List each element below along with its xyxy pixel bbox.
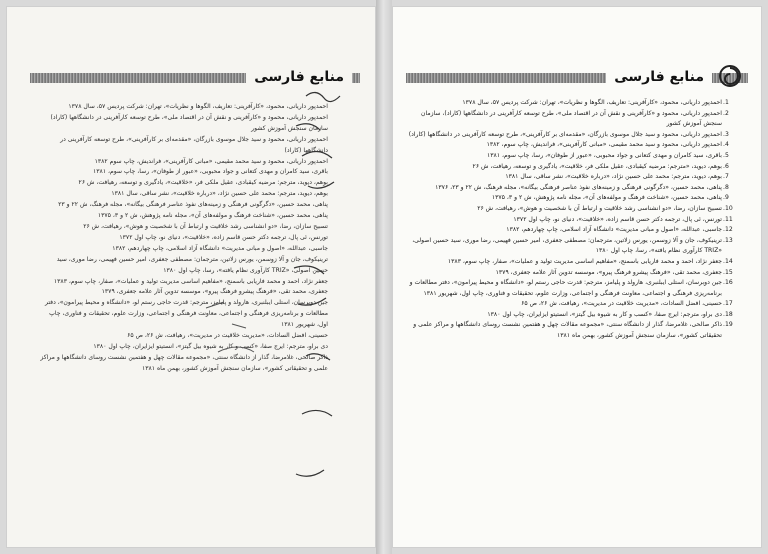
reference-text: دانشگاهها (کاراد)	[284, 146, 328, 154]
reference-item	[408, 162, 734, 173]
reference-item	[16, 298, 340, 309]
reference-text: احمدپور داریانی، محمود و «کارآفرینی و نقش آن در اقتصاد ملی»، طرح توسعه کارآفرینی در دانشگاهها (کاراد)	[50, 113, 328, 121]
reference-item	[408, 193, 734, 204]
reference-number: 6.	[723, 162, 729, 170]
reference-item	[408, 299, 734, 310]
reference-text: بوهم، دیوید، مترجم: محمد علی حسین نژاد، «درباره خلاقیت»، نشر ساقی، سال ۱۳۸۱	[111, 190, 328, 198]
reference-text: تسبیح سازان، رضا، «دو انشناسی رشد خلاقیت و ارتباط آن با شخصیت و هوش»، رهیافت، ش ۲۶	[83, 222, 328, 230]
reference-number: 5.	[723, 151, 729, 159]
reference-text: اول، شهریور ۱۳۸۱	[280, 321, 328, 329]
reference-text: حسینی، افضل السادات، «مدیریت خلاقیت در مدیریت»، رهیافت، ش ۲۶، ص ۶۵	[521, 300, 722, 308]
reference-text: جعفر نژاد، احمد و محمد فاریابی باسمنج، «مفاهیم اساسی مدیریت تولید و عملیات»، صفار، چاپ سوم، ۱۳۸۳	[447, 257, 722, 265]
reference-item	[16, 157, 340, 168]
reference-number: 8.	[723, 183, 729, 191]
reference-item	[408, 140, 734, 151]
left-page-header	[30, 62, 360, 92]
reference-item	[16, 353, 340, 364]
reference-number: 2.	[723, 109, 729, 117]
reference-text: باقری، سید کامران و مهدی کتعانی و جواد محبوبی، «عبور از طوفان»، رسا، چاپ سوم، ۱۳۸۱	[93, 168, 328, 176]
reference-item	[16, 266, 340, 277]
reference-number: 9.	[723, 194, 729, 202]
reference-text: پناهی، محمد حسین، «شناخت فرهنگ و مولفه‌های آن»، مجله نامه پژوهش، ش ۲ و ۳، ۱۳۷۵	[491, 194, 722, 202]
left-page	[6, 6, 376, 548]
reference-number: 4.	[723, 141, 729, 149]
reference-item	[16, 124, 340, 135]
reference-number: 10.	[723, 204, 733, 212]
reference-text: احمدپور داریانی، محمود، «کارآفرینی: تعاریف، الگوها و نظریات»، تهران: شرکت پردیس ۵۷، سال ۱۳۷۸	[462, 99, 722, 106]
reference-item	[16, 320, 340, 331]
reference-text: ترینیکوف، جان و آلا زوسمن، یورس زلاتین، مترجمان: مصطفی جعفری، امیر حسین فهیمی، رضا موری، سید	[56, 255, 328, 263]
reference-text: بوهم، دیوید، مترجم: محمد علی حسین نژاد، «درباره خلاقیت»، نشر ساقی، سال ۱۳۸۱	[505, 173, 722, 181]
reference-item	[16, 167, 340, 178]
reference-text: احمدپور داریانی، محمود و سید جلال موسوی بازرگان، «مقدمه‌ای بر کارآفرینی»، طرح توسعه کارآفرینی در	[60, 135, 328, 143]
reference-item	[16, 222, 340, 233]
reference-text: علمی و تحقیقاتی کشور»، سازمان سنجش آموزش کشور، بهمن ماه ۱۳۸۱	[141, 364, 328, 372]
reference-item	[16, 277, 340, 288]
reference-item	[16, 135, 340, 146]
reference-text: دی براو، مترجم: ایرج صفا، «کسب و کار به شیوه بیل گیتز»، انستیتو ایزایران، چاپ اول ۱۳۸۰	[93, 342, 328, 350]
reference-item	[408, 98, 734, 109]
reference-item	[408, 204, 734, 215]
reference-item	[16, 200, 340, 211]
reference-text: باقری، سید کامران و مهدی کتعانی و جواد محبوبی، «عبور از طوفان»، رسا، چاپ سوم، ۱۳۸۱	[487, 151, 722, 159]
reference-item	[16, 255, 340, 266]
reference-text: حسینی، افضل السادات، «مدیریت خلاقیت در مدیریت»، رهیافت، ش ۲۶، ص ۶۵	[127, 332, 328, 340]
reference-item	[408, 236, 734, 257]
reference-text: جاسبی، عبدالله، «اصول و مبانی مدیریت» دانشگاه آزاد اسلامی، چاپ چهاردهم، ۱۳۸۲	[112, 244, 328, 252]
reference-item	[408, 183, 734, 194]
reference-number: 14.	[723, 257, 733, 265]
reference-text: احمدپور داریانی، محمود و «کارآفرینی و نقش آن در اقتصاد ملی»، طرح توسعه کارآفرینی در دانشگاهها (کاراد)، سازمان سنجش آموزش کشور	[421, 109, 722, 128]
reference-text: تورنس، ئی پال، ترجمه دکتر حسن قاسم زاده، «خلاقیت»، دنیای نو، چاپ اول ۱۳۷۲	[119, 233, 328, 241]
reference-item	[408, 225, 734, 236]
reference-text: ذاکر صالحی، غلامرضا، گذار از دانشگاه سنتی، «مجموعه مقالات چهل و هفتمین نشست روسای دانشگاهها و مراکز علمی و تحقیقاتی کشور»، سازمان سنجش آموزش کشور، بهمن ماه ۱۳۸۱	[413, 321, 722, 340]
reference-number: 1.	[723, 99, 729, 106]
reference-item	[16, 331, 340, 342]
reference-text: احمدپور داریانی، محمود و سید محمد مقیمی، «مبانی کارآفرینی»، فراندیش، چاپ سوم ۱۳۸۲	[94, 157, 328, 165]
right-page-heading: منابع فارسی	[606, 64, 712, 90]
reference-item	[16, 211, 340, 222]
reference-text: بوهم، دیوید، «مترجم: مرضیه کیقبادی، عقیل ملکی فر، خلاقیت»، یادگیری و توسعه، رهیافت، ش ۲۶	[472, 162, 722, 170]
reference-number: 12.	[723, 226, 733, 234]
reference-text: جاسبی، عبدالله، «اصول و مبانی مدیریت» دانشگاه آزاد اسلامی، چاپ چهاردهم، ۱۳۸۲	[506, 226, 722, 234]
reference-number: 11.	[723, 215, 733, 223]
reference-item	[408, 215, 734, 226]
book-gutter	[376, 0, 392, 554]
reference-text: جین دوبرسان، استلی ایبلنبری، هارولد و پلیامز، مترجم: قدرت حاجی رستم لو، «دانشگاه و محیط پیرامون»، دفتر مطالعات و برنامه‌ریزی فرهنگی و اجتماعی، معاونت فرهنگی و اجتماعی، وزارت علوم، تحقیقات و فناوری، چاپ اول، شهریور ۱۳۸۱	[409, 279, 722, 297]
reference-item	[16, 178, 340, 189]
reference-text: حسین اصولی، «TRIZ کارآوری نظام یافته»، رسا، چاپ اول ۱۳۸۰	[163, 266, 328, 274]
reference-text: مطالعات و برنامه‌ریزی فرهنگی و اجتماعی، معاونت فرهنگی و اجتماعی، وزارت علوم، تحقیقات و فناوری، چاپ	[49, 310, 328, 318]
reference-item	[408, 268, 734, 279]
reference-item	[408, 310, 734, 321]
reference-item	[16, 287, 340, 298]
reference-item	[408, 257, 734, 268]
reference-number: 15.	[723, 268, 733, 276]
reference-item	[408, 320, 734, 341]
reference-text: پناهی، محمد حسین، «دگرگونی فرهنگی و زمینه‌های نفوذ عناصر فرهنگی بیگانه»، مجله فرهنگ، ش ۲۲ و ۲۳، ۱۳۷۶	[435, 183, 722, 191]
reference-text: بوهم، دیوید، مترجم: مرضیه کیقبادی، عقیل ملکی فر، «خلاقیت»، یادگیری و توسعه، رهیافت، ش ۲۶	[78, 179, 328, 187]
reference-text: دی براو، مترجم: ایرج صفا، «کسب و کار به شیوه بیل گیتز»، انستیتو ایزایران، چاپ اول ۱۳۸۰	[487, 310, 722, 318]
reference-item	[408, 130, 734, 141]
reference-text: احمدپور داریانی، محمود و سید جلال موسوی بازرگان، «مقدمه‌ای بر کارآفرینی»، طرح توسعه کارآفرینی در دانشگاهها (کاراد)	[408, 130, 722, 138]
reference-text: سازمان سنجش آموزش کشور	[251, 124, 328, 132]
right-page	[392, 6, 762, 548]
reference-text: ترینیکوف، جان و آلا زوسمن، یورس زلاتین، مترجمان: مصطفی جعفری، امیر حسین فهیمی، رضا موری، سید حسین اصولی، «TRIZ کارآوری نظام یافته»، رسا، چاپ اول ۱۳۸۰	[412, 236, 722, 255]
reference-number: 7.	[723, 173, 729, 181]
reference-text: ذاکر صالحی، غلامرضا، گذار از دانشگاه سنتی، «مجموعه مقالات چهل و هفتمین نشست روسای دانشگاهها و مراکز	[40, 353, 328, 361]
reference-number: 19.	[723, 321, 733, 329]
reference-text: جعفری، محمد تقی، «فرهنگ پیشرو فرهنگ پیرو»، موسسه تدوین آثار علامه جعفری، ۱۳۷۹	[495, 268, 722, 276]
reference-text: احمدپور داریانی، محمود و سید محمد مقیمی، «مبانی کارآفرینی»، فراندیش، چاپ سوم، ۱۳۸۲	[486, 141, 722, 149]
reference-item	[408, 109, 734, 130]
reference-item	[16, 233, 340, 244]
reference-text: تسبیح سازان، رضا، «دو انشناسی رشد خلاقیت و ارتباط آن با شخصیت و هوش»، رهیافت، ش ۲۶	[477, 204, 722, 212]
reference-number: 17.	[723, 300, 733, 308]
right-page-header	[406, 62, 748, 92]
reference-text: جعفری، محمد تقی، «فرهنگ پیشرو فرهنگ پیرو»، موسسه تدوین آثار علامه جعفری، ۱۳۷۹	[101, 288, 328, 296]
reference-text: پناهی، محمد حسین، «شناخت فرهنگ و مولفه‌های آن»، مجله نامه پژوهش، ش ۲ و ۳، ۱۳۷۵	[97, 212, 328, 220]
reference-number: 13.	[723, 236, 733, 244]
reference-text: پناهی، محمد حسین، «دگرگونی فرهنگی و زمینه‌های نفوذ عناصر فرهنگی بیگانه»، مجله فرهنگ، ش ۲۲ و ۲۳	[58, 201, 328, 209]
reference-item	[16, 146, 340, 157]
reference-item	[16, 113, 340, 124]
reference-item	[16, 189, 340, 200]
reference-item	[16, 244, 340, 255]
left-page-heading: منابع فارسی	[246, 64, 352, 90]
reference-item	[408, 278, 734, 299]
reference-item	[16, 364, 340, 375]
reference-text: تورنس، ئی پال، ترجمه دکتر حسن قاسم زاده، «خلاقیت»، دنیای نو، چاپ اول ۱۳۷۲	[513, 215, 722, 223]
reference-text: احمدپور داریانی، محمود، «کارآفرینی: تعاریف، الگوها و نظریات»، تهران: شرکت پردیس ۵۷، سال ۱۳۷۸	[68, 103, 328, 110]
reference-text: جین دوبرسان، استلی ایبلنبری، هارولد و پلیامز، مترجم: قدرت حاجی رستم لو، «دانشگاه و محیط پیرامون»، دفتر	[44, 299, 328, 307]
left-reference-list	[16, 102, 340, 375]
reference-number: 3.	[723, 130, 729, 138]
right-reference-list	[408, 98, 734, 342]
reference-item	[16, 309, 340, 320]
reference-number: 16.	[723, 279, 733, 287]
swirl-ornament-icon	[718, 64, 742, 88]
reference-item	[16, 102, 340, 113]
reference-text: جعفر نژاد، احمد و محمد فاریابی باسمنج، «مفاهیم اساسی مدیریت تولید و عملیات»، صفار، چاپ سوم، ۱۳۸۳	[53, 277, 328, 285]
reference-number: 18.	[723, 310, 733, 318]
reference-item	[408, 172, 734, 183]
reference-item	[16, 342, 340, 353]
reference-item	[408, 151, 734, 162]
